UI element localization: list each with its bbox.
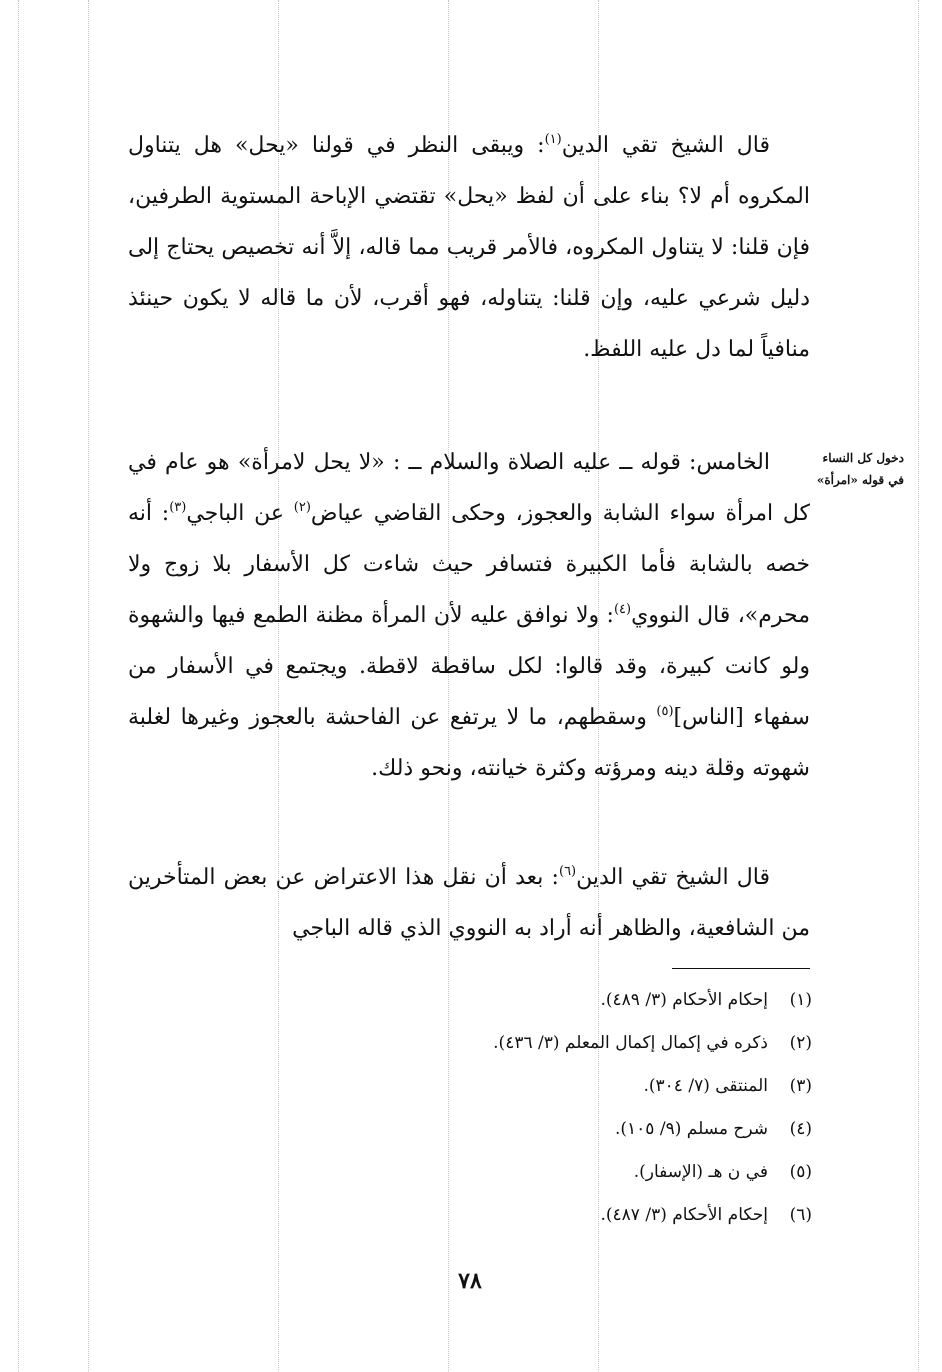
paragraph-text: عن الباجي bbox=[186, 501, 294, 526]
grid-line bbox=[18, 0, 19, 1372]
footnote-text: المنتقى (٧/ ٣٠٤). bbox=[643, 1076, 768, 1096]
footnote-text: في ن هـ (الإسفار). bbox=[633, 1162, 768, 1182]
footnote-ref[interactable]: (٦) bbox=[558, 864, 577, 879]
footnote-number: (٢) bbox=[789, 1033, 812, 1053]
paragraph-text: : أنه خصه بالشابة فأما الكبيرة فتسافر حيث شاءت كل الأسفار بلا زوج ولا محرم»، قال النووي bbox=[128, 501, 810, 628]
footnote-item bbox=[380, 1200, 812, 1243]
paragraph-lead: الخامس: قوله ــ عليه الصلاة والسلام ــ : «لا يحل لامرأة» هو عام في كل امرأة سواء الشابة والعجوز، وحكى القاضي عياض bbox=[128, 450, 810, 526]
footnote-ref[interactable]: (١) bbox=[544, 132, 562, 147]
margin-note: دخول كل النساء في قوله «امرأة» bbox=[816, 451, 904, 487]
paragraph-2 bbox=[128, 437, 810, 794]
footnote-number: (٤) bbox=[789, 1119, 812, 1139]
paragraph-text: : ولا نوافق عليه لأن المرأة مظنة الطمع فيها والشهوة ولو كانت كبيرة، وقد قالوا: لكل ساقطة لاقطة. ويجتمع في الأسفار من سفهاء [الناس] bbox=[128, 603, 810, 730]
footnote-item bbox=[380, 1114, 812, 1157]
footnote-text: ذكره في إكمال إكمال المعلم (٣/ ٤٣٦). bbox=[493, 1033, 768, 1053]
paragraph-1 bbox=[128, 120, 810, 375]
footnotes bbox=[380, 985, 812, 1243]
paragraph-text: : بعد أن نقل هذا الاعتراض عن بعض المتأخرين من الشافعية، والظاهر أنه أراد به النووي الذي قاله الباجي bbox=[128, 865, 810, 941]
footnote-item bbox=[380, 1071, 812, 1114]
footnote-ref[interactable]: (٥) bbox=[656, 704, 674, 719]
footnote-number: (١) bbox=[789, 990, 812, 1010]
page-number: ٧٨ bbox=[458, 1268, 482, 1294]
footnote-number: (٥) bbox=[789, 1162, 812, 1182]
grid-line bbox=[88, 0, 89, 1372]
footnote-ref[interactable]: (٢) bbox=[293, 500, 311, 515]
footnote-number: (٣) bbox=[789, 1076, 812, 1096]
footnote-ref[interactable]: (٤) bbox=[613, 602, 632, 617]
main-text bbox=[128, 437, 810, 794]
footnote-item bbox=[380, 1028, 812, 1071]
main-text bbox=[128, 852, 810, 954]
main-text bbox=[128, 120, 810, 375]
footnote-text: إحكام الأحكام (٣/ ٤٨٧). bbox=[600, 1205, 768, 1225]
paragraph-text: وسقطهم، ما لا يرتفع عن الفاحشة بالعجوز وغيرها لغلبة شهوته وقلة دينه ومرؤته وكثرة خيانته، ونحو ذلك. bbox=[128, 705, 810, 781]
footnote-text: إحكام الأحكام (٣/ ٤٨٩). bbox=[600, 990, 768, 1010]
footnote-text: شرح مسلم (٩/ ١٠٥). bbox=[615, 1119, 768, 1139]
paragraph-3 bbox=[128, 852, 810, 954]
footnote-ref[interactable]: (٣) bbox=[169, 500, 187, 515]
paragraph-lead: قال الشيخ تقي الدين bbox=[561, 133, 771, 158]
footnote-item bbox=[380, 985, 812, 1028]
footnote-number: (٦) bbox=[789, 1205, 812, 1225]
footnote-item bbox=[380, 1157, 812, 1200]
paragraph-text: : ويبقى النظر في قولنا «يحل» هل يتناول المكروه أم لا؟ بناء على أن لفظ «يحل» تقتضي الإباحة المستوية الطرفين، فإن قلنا: لا يتناول المكروه، فالأمر قريب مما قاله، إلاَّ أنه تخصيص يحتاج إلى دليل شرعي عليه، وإن قلنا: يتناوله، فهو أقرب، لأن ما قاله لا يكون حينئذ منافياً لما دل عليه اللفظ. bbox=[128, 133, 810, 362]
footnote-separator bbox=[672, 968, 810, 969]
paragraph-lead: قال الشيخ تقي الدين bbox=[576, 865, 771, 890]
grid-line bbox=[918, 0, 919, 1372]
